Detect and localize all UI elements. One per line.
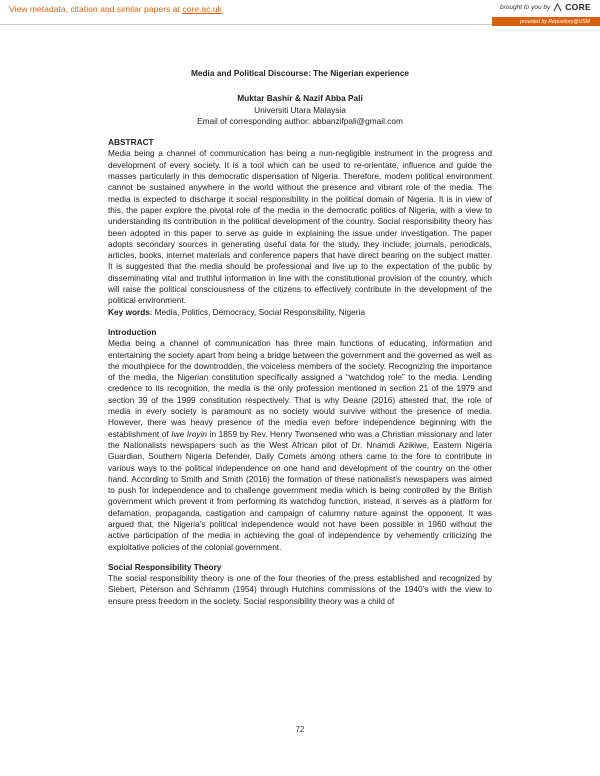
iwe-iroyin-title: Iwe Iroyin <box>171 428 208 439</box>
paper-page <box>108 68 492 607</box>
introduction-heading: Introduction <box>108 326 157 337</box>
paper-title: Media and Political Discourse: The Nigerian experience <box>190 68 410 78</box>
introduction-text: Media being a channel of communication has three main functions of educating, information and entertaining the society apart from being a bridge between the government and the governed as well as the mouthpiece for the downtrodden, the voiceless members of the society. Recognizing the importance of the media, the Nigerian constitution specifically assigned a “watchdog role” to the media. Lending credence to its recognition, the media is the only profession mentioned in section 21 of the 1979 and section 39 of the 1999 constitution respectively. That is why Deane (2016) attested that, the role of media in every society is paramount as no society would survive without the presence of media. However, there was heavy presence of the media even before independence beginning with the establishment of Iwe Iroyin in 1859 by Rev. Henry Twonsened who was a Christian missionary and later the Nationalists newspapers such as the West African pilot of Dr. Nnamdi Azikiwe, Eastern Nigeria Guardian, Southern Nigeria Defender, Daily Comets among others came to the fore to contribute in various ways to the political independence on one hand and development of the country on the other hand. According to Smith and Smith (2016) the formation of these nationalist’s newspapers was aimed to push for independence and to challenge government media which is being controlled by the British government which prevent it from performing its watchdog function, instead, it serves as a platform for defamation, propaganda, castigation and campaign of calumny nature against the opponent. It was argued that, the Nigeria’s political independence would not have been possible in 1960 without the active participation of the media in achieving the goal of independence by vehemently criticizing the exploitative policies of the colonial government. <box>108 338 492 552</box>
provided-by-strip[interactable]: provided by Repository@USM <box>492 17 600 26</box>
keywords-label: Key words <box>108 306 150 317</box>
abstract-heading: ABSTRACT <box>108 137 154 148</box>
core-metadata-link[interactable]: View metadata, citation and similar papers at core.ac.uk <box>9 4 222 14</box>
core-banner <box>0 0 600 25</box>
page-number: 72 <box>295 725 305 734</box>
srt-heading: Social Responsibility Theory <box>108 561 222 572</box>
abstract-text: Media being a channel of communication has being a nun-negligible instrument in the progress and development of every society. It is a tool which can be used to re-orientate, influence and guide the masses particularly in this democratic dispensation of Nigeria. Therefore, modern political environment cannot be sustained anywhere in the world without the presence and vibrant role of the media. The media is expected to discharge it social responsibility in the political domain of Nigeria. It is in view of this, the paper explore the pivotal role of the media in the democratic politics of Nigeria, with a view to understanding its contribution in the political development of the country. Social responsibility theory has been adopted in this paper to serve as guide in explaining the issue under investigation. The paper adopts secondary sources in generating useful data for the study, they include; journals, periodicals, articles, books, internet materials and conference papers that have direct bearing on the subject matter. It is suggested that the media should be professional and live up to the expectation of the public by disseminating vital and truthful information in line with the constitutional provision of the country, which will raise the political consciousness of the citizens to effectively contribute in the development of the political environment. <box>108 148 492 306</box>
affiliation: Universiti Utara Malaysia <box>254 104 346 115</box>
corresponding-email: Email of corresponding author: abbanzifpali@gmail.com <box>197 115 403 126</box>
keywords-text: : Media, Politics, Democracy, Social Responsibility, Nigeria <box>149 306 365 317</box>
authors: Muktar Bashir & Nazif Abba Pali <box>237 93 363 104</box>
srt-text: The social responsibility theory is one of the four theories of the press established and recognized by Siebert, Peterson and Schramm (1954) through Hutchins commissions of the 1940’s with the view to ensure press freedom in the society. Social responsibility theory was a child of <box>108 573 492 606</box>
keywords <box>108 307 492 318</box>
brought-by-text: brought to you by <box>500 3 551 11</box>
core-logo: CORE <box>565 2 591 12</box>
core-logo-icon <box>553 3 562 12</box>
core-brand[interactable] <box>500 2 591 12</box>
